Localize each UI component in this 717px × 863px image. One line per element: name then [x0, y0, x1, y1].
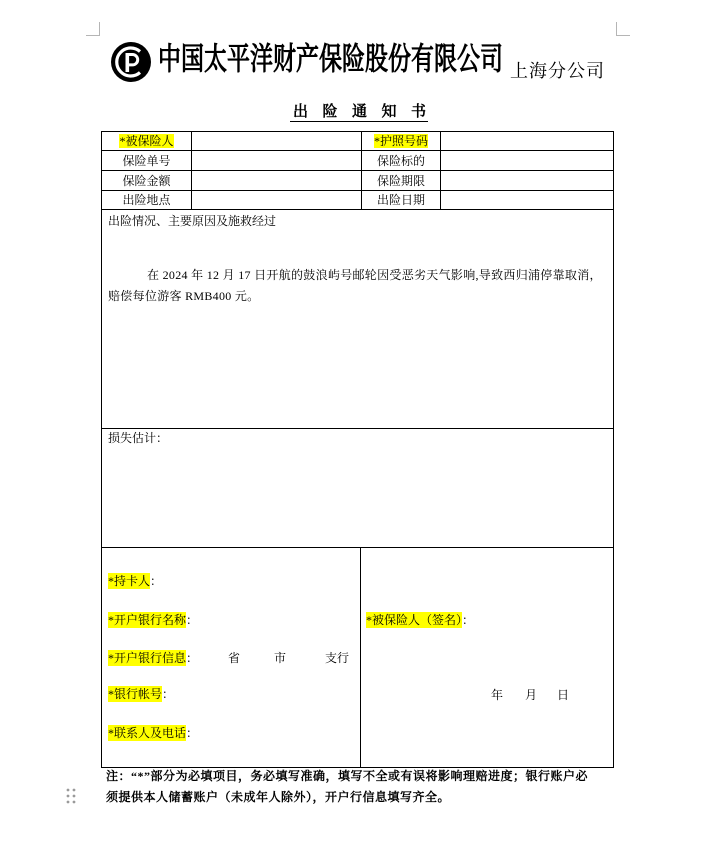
bank-info-label: *开户银行信息: [108, 651, 187, 665]
insured-label: *被保险人: [119, 134, 174, 148]
insurance-period-label: 保险期限: [361, 170, 441, 191]
colon: ：: [186, 613, 199, 627]
insured-value-cell[interactable]: [191, 131, 362, 151]
insurance-period-value-cell[interactable]: [440, 170, 614, 191]
cpic-logo-icon: [109, 41, 153, 83]
passport-label-cell: [361, 131, 441, 151]
day-label: 日: [557, 688, 570, 702]
signature-field[interactable]: [366, 614, 474, 626]
year-label: 年: [491, 688, 504, 702]
company-name: 中国太平洋财产保险股份有限公司: [158, 41, 503, 78]
drag-handle-icon[interactable]: [65, 787, 77, 805]
insured-subject-label: 保险标的: [361, 150, 441, 171]
loss-estimate-cell[interactable]: [101, 428, 614, 548]
account-number-label: *银行帐号: [108, 687, 163, 701]
city-label: 市: [274, 651, 287, 665]
loss-estimate-label: 损失估计：: [108, 431, 169, 445]
document-title: [290, 102, 441, 122]
account-number-field[interactable]: [108, 688, 174, 700]
colon: ：: [186, 726, 199, 740]
bank-info-cell: [101, 547, 361, 768]
passport-label: *护照号码: [373, 134, 428, 148]
corner-mark-top-right: [616, 22, 617, 36]
incident-description-line: 赔偿每位游客 RMB400 元。: [108, 289, 260, 303]
insured-amount-label: 保险金额: [101, 170, 192, 191]
incident-date-label: 出险日期: [361, 190, 441, 210]
contact-label: *联系人及电话: [108, 726, 187, 740]
contact-field[interactable]: [108, 727, 198, 739]
colon: ：: [462, 613, 475, 627]
incident-description-label: 出险情况、主要原因及施救经过: [108, 214, 277, 228]
insured-label-cell: [101, 131, 192, 151]
corner-mark-top-right: [616, 35, 630, 36]
colon: ：: [162, 687, 175, 701]
bank-name-field[interactable]: [108, 614, 198, 626]
incident-location-label: 出险地点: [101, 190, 192, 210]
document-title-text: 出险通知书: [293, 102, 441, 120]
corner-mark-top-left: [86, 35, 100, 36]
insured-subject-value-cell[interactable]: [440, 150, 614, 171]
incident-location-value-cell[interactable]: [191, 190, 362, 210]
note-line: 须提供本人储蓄账户（未成年人除外），开户行信息填写齐全。: [106, 790, 451, 804]
branch-label: 支行: [325, 651, 350, 665]
colon: ：: [186, 651, 199, 665]
incident-description-line: 在 2024 年 12 月 17 日开航的鼓浪屿号邮轮因受恶劣天气影响,导致西归浦停靠取消，: [147, 268, 602, 282]
cardholder-field[interactable]: [108, 575, 162, 587]
bank-info-field[interactable]: [108, 652, 198, 664]
note-line: 注：“*”部分为必填项目，务必填写准确，填写不全或有误将影响理赔进度；银行账户必: [106, 769, 589, 783]
policy-number-label: 保险单号: [101, 150, 192, 171]
incident-date-value-cell[interactable]: [440, 190, 614, 210]
insured-amount-value-cell[interactable]: [191, 170, 362, 191]
signature-cell: [360, 547, 614, 768]
signature-label: *被保险人（签名）: [366, 613, 463, 627]
passport-value-cell[interactable]: [440, 131, 614, 151]
bank-name-label: *开户银行名称: [108, 613, 187, 627]
incident-description-cell[interactable]: [101, 209, 614, 429]
corner-mark-top-left: [99, 22, 100, 36]
month-label: 月: [525, 688, 538, 702]
cardholder-label: *持卡人: [108, 574, 151, 588]
policy-number-value-cell[interactable]: [191, 150, 362, 171]
branch-name: 上海分公司: [510, 61, 605, 82]
colon: ：: [150, 574, 163, 588]
province-label: 省: [228, 651, 241, 665]
